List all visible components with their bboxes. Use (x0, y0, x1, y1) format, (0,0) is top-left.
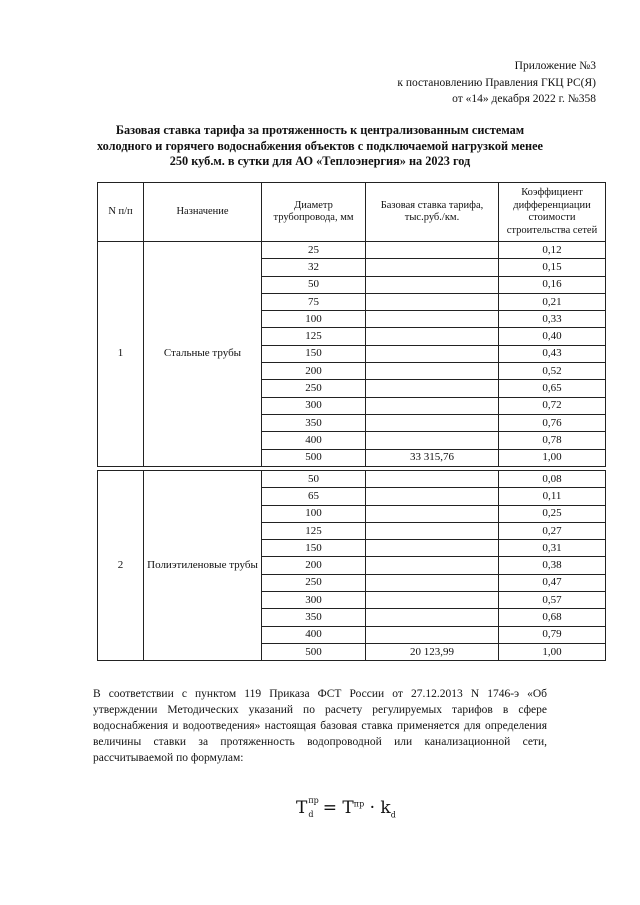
rate-cell (366, 432, 499, 449)
coef-cell: 1,00 (499, 449, 606, 466)
polyethylene-pipes-body (98, 471, 606, 661)
coef-cell: 0,43 (499, 345, 606, 362)
rate-cell (366, 574, 499, 591)
diameter-cell: 32 (262, 259, 366, 276)
diameter-cell: 200 (262, 363, 366, 380)
header-num: N п/п (98, 183, 144, 242)
coef-cell: 0,21 (499, 293, 606, 310)
appendix-resolution: к постановлению Правления ГКЦ РС(Я) (397, 76, 596, 89)
diameter-cell: 25 (262, 242, 366, 259)
formula-sub-k: d (390, 810, 396, 820)
header-coef: Коэффициент дифференциации стоимости строительства сетей (499, 183, 606, 242)
diameter-cell: 350 (262, 609, 366, 626)
coef-cell: 0,33 (499, 311, 606, 328)
coef-cell: 0,27 (499, 522, 606, 539)
rate-cell (366, 311, 499, 328)
formula-k: k (380, 798, 391, 818)
formula-dot: · (369, 798, 376, 818)
table-row (98, 242, 606, 259)
formula (296, 798, 396, 819)
rate-cell: 33 315,76 (366, 449, 499, 466)
diameter-cell: 100 (262, 505, 366, 522)
coef-cell: 0,25 (499, 505, 606, 522)
explanatory-paragraph: В соответствии с пунктом 119 Приказа ФСТ России от 27.12.2013 N 1746-э «Об утверждении Методических указаний по расчету регулируемых тарифов в сфере водоснабжения и водоотведения» настоящая базовая ставка применяется для определения величины ставки за протяженность водопроводной или канализационной сети, рассчитываемой по формулам: (93, 688, 547, 764)
rate-cell (366, 363, 499, 380)
formula-sup-right: пр (353, 799, 365, 809)
diameter-cell: 200 (262, 557, 366, 574)
formula-t-left: T (296, 798, 308, 818)
coef-cell: 0,68 (499, 609, 606, 626)
coef-cell: 0,40 (499, 328, 606, 345)
rate-cell (366, 397, 499, 414)
diameter-cell: 300 (262, 592, 366, 609)
diameter-cell: 300 (262, 397, 366, 414)
pipe-purpose: Полиэтиленовые трубы (144, 471, 262, 661)
rate-cell (366, 259, 499, 276)
rate-cell: 20 123,99 (366, 643, 499, 660)
coef-cell: 0,31 (499, 540, 606, 557)
rate-cell (366, 345, 499, 362)
formula-sub-left: d (308, 810, 314, 819)
diameter-cell: 400 (262, 626, 366, 643)
header-rate: Базовая ставка тарифа, тыс.руб./км. (366, 183, 499, 242)
diameter-cell: 150 (262, 345, 366, 362)
diameter-cell: 150 (262, 540, 366, 557)
diameter-cell: 250 (262, 574, 366, 591)
coef-cell: 0,76 (499, 414, 606, 431)
diameter-cell: 250 (262, 380, 366, 397)
coef-cell: 0,11 (499, 488, 606, 505)
diameter-cell: 50 (262, 471, 366, 488)
rate-cell (366, 380, 499, 397)
diameter-cell: 125 (262, 328, 366, 345)
appendix-date: от «14» декабря 2022 г. №358 (452, 93, 596, 105)
rate-cell (366, 592, 499, 609)
rate-cell (366, 293, 499, 310)
formula-t-right: T (342, 798, 354, 818)
pipe-purpose: Стальные трубы (144, 242, 262, 467)
rate-cell (366, 471, 499, 488)
coef-cell: 0,57 (499, 592, 606, 609)
coef-cell: 0,65 (499, 380, 606, 397)
coef-cell: 0,78 (499, 432, 606, 449)
document-title: Базовая ставка тарифа за протяженность к централизованным системам холодного и горячего водоснабжения объектов с подключаемой нагрузкой менее 250 куб.м. в сутки для АО «Теплоэнергия» на 2023 год (96, 123, 544, 168)
header-purpose: Назначение (144, 183, 262, 242)
table-header-row (98, 183, 606, 242)
steel-pipes-body (98, 242, 606, 467)
coef-cell: 0,15 (499, 259, 606, 276)
diameter-cell: 500 (262, 449, 366, 466)
rate-cell (366, 522, 499, 539)
formula-sup-left: пр (308, 796, 319, 805)
row-number: 2 (98, 471, 144, 661)
diameter-cell: 100 (262, 311, 366, 328)
rate-cell (366, 626, 499, 643)
table-row (98, 471, 606, 488)
rate-cell (366, 276, 499, 293)
formula-equals: = (322, 798, 337, 818)
diameter-cell: 500 (262, 643, 366, 660)
coef-cell: 0,79 (499, 626, 606, 643)
rate-cell (366, 505, 499, 522)
rate-cell (366, 557, 499, 574)
rate-cell (366, 488, 499, 505)
coef-cell: 0,12 (499, 242, 606, 259)
row-number: 1 (98, 242, 144, 467)
diameter-cell: 75 (262, 293, 366, 310)
rate-cell (366, 540, 499, 557)
rate-cell (366, 328, 499, 345)
steel-pipes-table (97, 182, 606, 467)
coef-cell: 0,47 (499, 574, 606, 591)
header-diameter: Диаметр трубопровода, мм (262, 183, 366, 242)
coef-cell: 0,52 (499, 363, 606, 380)
coef-cell: 0,08 (499, 471, 606, 488)
coef-cell: 0,16 (499, 276, 606, 293)
rate-cell (366, 609, 499, 626)
diameter-cell: 65 (262, 488, 366, 505)
appendix-number: Приложение №3 (514, 60, 596, 72)
rate-cell (366, 242, 499, 259)
rate-cell (366, 414, 499, 431)
diameter-cell: 400 (262, 432, 366, 449)
coef-cell: 0,72 (499, 397, 606, 414)
appendix-header (397, 58, 596, 108)
diameter-cell: 50 (262, 276, 366, 293)
coef-cell: 0,38 (499, 557, 606, 574)
polyethylene-pipes-table (97, 470, 606, 661)
coef-cell: 1,00 (499, 643, 606, 660)
diameter-cell: 125 (262, 522, 366, 539)
diameter-cell: 350 (262, 414, 366, 431)
